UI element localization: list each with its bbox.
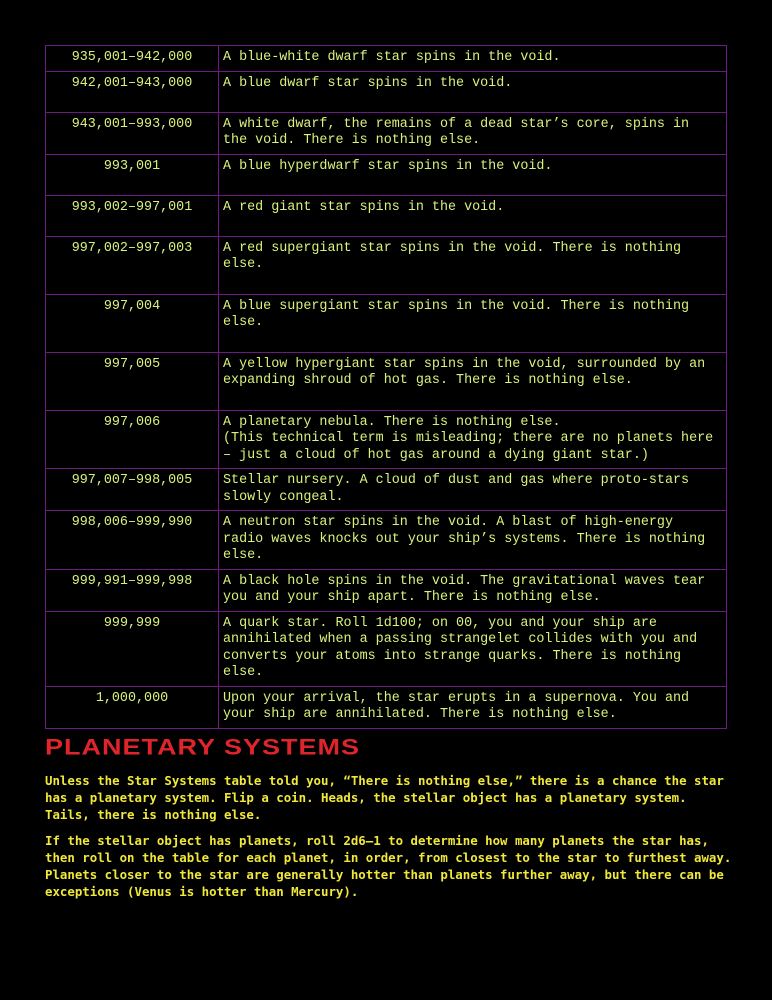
table-row: [46, 195, 727, 236]
roll-range-cell: 999,991–999,998: [46, 569, 219, 611]
star-table-body: [46, 46, 727, 729]
roll-range-cell: 997,002–997,003: [46, 236, 219, 294]
table-row: [46, 352, 727, 410]
roll-range-cell: 997,006: [46, 410, 219, 469]
intro-paragraph: Unless the Star Systems table told you, “There is nothing else,” there is a chance the star has a planetary system. Flip a coin. Heads, the stellar object has a planetary system. Tails, there is nothing else.: [45, 773, 724, 822]
table-row: [46, 569, 727, 611]
description-cell: A red giant star spins in the void.: [219, 195, 727, 236]
table-row: [46, 46, 727, 72]
star-systems-table: [45, 45, 727, 729]
roll-range-cell: 993,001: [46, 154, 219, 195]
table-row: [46, 511, 727, 570]
description-cell: A white dwarf, the remains of a dead star’s core, spins in the void. There is nothing else.: [219, 112, 727, 154]
description-cell: A yellow hypergiant star spins in the void, surrounded by an expanding shroud of hot gas. There is nothing else.: [219, 352, 727, 410]
description-cell: A red supergiant star spins in the void. There is nothing else.: [219, 236, 727, 294]
description-cell: A planetary nebula. There is nothing else. (This technical term is misleading; there are no planets here – just a cloud of hot gas around a dying giant star.): [219, 410, 727, 469]
roll-range-cell: 943,001–993,000: [46, 112, 219, 154]
roll-range-cell: 935,001–942,000: [46, 46, 219, 72]
roll-range-cell: 997,005: [46, 352, 219, 410]
description-cell: A blue dwarf star spins in the void.: [219, 71, 727, 112]
table-row: [46, 154, 727, 195]
description-cell: A blue hyperdwarf star spins in the void.: [219, 154, 727, 195]
table-row: [46, 71, 727, 112]
description-cell: A quark star. Roll 1d100; on 00, you and your ship are annihilated when a passing strangelet collides with you and converts your atoms into strange quarks. There is nothing else.: [219, 611, 727, 686]
table-row: [46, 469, 727, 511]
roll-range-cell: 1,000,000: [46, 686, 219, 728]
table-row: [46, 294, 727, 352]
section-heading: PLANETARY SYSTEMS: [45, 735, 361, 760]
table-row: [46, 611, 727, 686]
roll-range-cell: 997,007–998,005: [46, 469, 219, 511]
table-row: [46, 410, 727, 469]
description-cell: A blue supergiant star spins in the void. There is nothing else.: [219, 294, 727, 352]
table-row: [46, 112, 727, 154]
description-cell: A black hole spins in the void. The gravitational waves tear you and your ship apart. There is nothing else.: [219, 569, 727, 611]
description-cell: Stellar nursery. A cloud of dust and gas where proto-stars slowly congeal.: [219, 469, 727, 511]
planets-paragraph: If the stellar object has planets, roll 2d6–1 to determine how many planets the star has, then roll on the table for each planet, in order, from closest to the star to furthest away. Planets closer to the star are generally hotter than planets further away, but there can be exceptions (Venus is hotter than Mercury).: [45, 833, 732, 899]
table-row: [46, 686, 727, 728]
description-cell: A neutron star spins in the void. A blast of high-energy radio waves knocks out your ship’s systems. There is nothing else.: [219, 511, 727, 570]
roll-range-cell: 999,999: [46, 611, 219, 686]
roll-range-cell: 993,002–997,001: [46, 195, 219, 236]
table-row: [46, 236, 727, 294]
roll-range-cell: 998,006–999,990: [46, 511, 219, 570]
description-cell: Upon your arrival, the star erupts in a supernova. You and your ship are annihilated. There is nothing else.: [219, 686, 727, 728]
description-cell: A blue-white dwarf star spins in the void.: [219, 46, 727, 72]
roll-range-cell: 942,001–943,000: [46, 71, 219, 112]
roll-range-cell: 997,004: [46, 294, 219, 352]
